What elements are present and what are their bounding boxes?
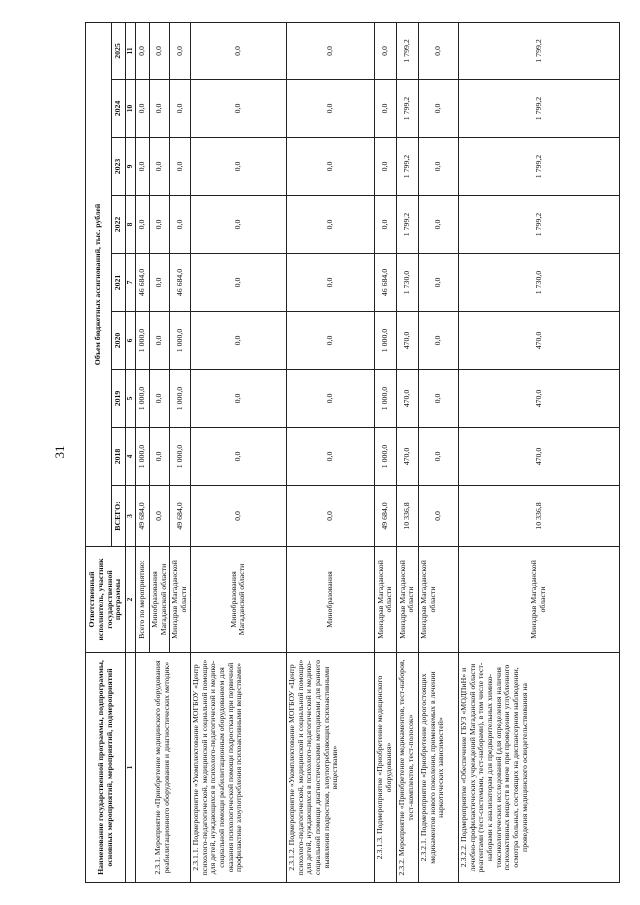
cell-value: 0,0 — [286, 312, 374, 370]
cell-value: 0,0 — [418, 196, 458, 254]
row-executor: Минздрав Магаданской области — [458, 547, 619, 653]
cell-total: 0,0 — [190, 486, 286, 547]
cell-value: 1 799,2 — [458, 196, 619, 254]
cell-value: 1 000,0 — [170, 428, 190, 486]
cell-value: 1 000,0 — [170, 312, 190, 370]
cell-value: 1 000,0 — [136, 370, 150, 428]
rotated-table-wrapper — [85, 23, 620, 883]
cell-value: 1 730,0 — [458, 254, 619, 312]
col-index: 10 — [126, 80, 136, 138]
cell-value: 0,0 — [374, 196, 396, 254]
cell-value: 470,0 — [458, 312, 619, 370]
cell-value: 0,0 — [190, 138, 286, 196]
cell-value: 0,0 — [170, 22, 190, 79]
cell-value: 0,0 — [150, 428, 170, 486]
row-name: 2.3.1.1. Подмероприятие «Укомплектование МОГБОУ «Центр психолого-педагогической, медицинской и социальной помощи» для детей, нуждающихся в психолого-педагогической и медико-социальной помощи реабилитационным оборудованием для оказания психологической помощи подросткам при первичной профилактике злоупотребления психоактивными веществами» — [190, 653, 286, 883]
cell-value: 0,0 — [150, 370, 170, 428]
header-total: ВСЕГО: — [112, 486, 126, 547]
cell-total: 49 684,0 — [374, 486, 396, 547]
row-executor: Минобразования Магаданской области — [150, 547, 170, 653]
col-index: 1 — [126, 653, 136, 883]
cell-total: 49 684,0 — [136, 486, 150, 547]
cell-value: 0,0 — [418, 80, 458, 138]
cell-value: 0,0 — [136, 196, 150, 254]
cell-value: 470,0 — [458, 428, 619, 486]
cell-value: 0,0 — [190, 80, 286, 138]
cell-value: 1 000,0 — [374, 370, 396, 428]
table-row — [286, 22, 374, 882]
column-index-row — [126, 22, 136, 882]
cell-value: 0,0 — [418, 254, 458, 312]
cell-value: 0,0 — [190, 22, 286, 79]
row-name: 2.3.1. Мероприятие «Приобретение медицинского оборудования реабилитационного оборудования и диагностических методик» — [136, 653, 191, 883]
cell-value: 46 684,0 — [374, 254, 396, 312]
header-executor: Ответственный исполнитель, участник государственной программы — [86, 547, 126, 653]
cell-value: 0,0 — [418, 370, 458, 428]
col-index: 6 — [126, 312, 136, 370]
col-index: 9 — [126, 138, 136, 196]
cell-value: 1 799,2 — [396, 22, 418, 79]
cell-value: 470,0 — [458, 370, 619, 428]
cell-total: 0,0 — [286, 486, 374, 547]
cell-value: 1 000,0 — [374, 312, 396, 370]
cell-value: 470,0 — [396, 428, 418, 486]
cell-value: 470,0 — [396, 370, 418, 428]
row-executor: Минздрав Магаданской области — [396, 547, 418, 653]
cell-total: 49 684,0 — [170, 486, 190, 547]
col-index: 3 — [126, 486, 136, 547]
header-year: 2019 — [112, 370, 126, 428]
table-row — [190, 22, 286, 882]
cell-value: 0,0 — [190, 196, 286, 254]
cell-value: 0,0 — [286, 22, 374, 79]
cell-value: 0,0 — [286, 254, 374, 312]
cell-value: 1 000,0 — [374, 428, 396, 486]
header-year: 2021 — [112, 254, 126, 312]
cell-value: 1 799,2 — [458, 80, 619, 138]
cell-value: 1 799,2 — [458, 22, 619, 79]
cell-value: 0,0 — [170, 138, 190, 196]
cell-value: 1 000,0 — [136, 428, 150, 486]
cell-value: 0,0 — [150, 138, 170, 196]
cell-total: 0,0 — [418, 486, 458, 547]
col-index: 7 — [126, 254, 136, 312]
cell-value: 0,0 — [150, 254, 170, 312]
cell-value: 0,0 — [418, 312, 458, 370]
row-executor: Минздрав Магаданской области — [374, 547, 396, 653]
row-executor: Минздрав Магаданской области — [170, 547, 190, 653]
row-name: 2.3.1.3. Подмероприятие «Приобретение медицинского оборудования» — [374, 653, 396, 883]
cell-value: 1 799,2 — [396, 138, 418, 196]
header-name: Наименование государственной программы, подпрограммы, основных мероприятий, мероприятий, подмероприятий — [86, 653, 126, 883]
budget-table — [85, 22, 620, 883]
cell-value: 0,0 — [286, 80, 374, 138]
cell-value: 0,0 — [170, 80, 190, 138]
table-row — [136, 22, 150, 882]
page-number: 31 — [52, 445, 67, 459]
row-executor: Минобразования Магаданской области — [190, 547, 286, 653]
cell-value: 0,0 — [190, 428, 286, 486]
cell-value: 0,0 — [190, 370, 286, 428]
cell-value: 470,0 — [396, 312, 418, 370]
table-row — [374, 22, 396, 882]
cell-total: 0,0 — [150, 486, 170, 547]
row-name: 2.3.2. Мероприятие «Приобретение медикаментов, тест-наборов, тест-комплектов, тест-полосок» — [396, 653, 418, 883]
cell-value: 0,0 — [136, 22, 150, 79]
cell-value: 0,0 — [136, 138, 150, 196]
col-index: 4 — [126, 428, 136, 486]
cell-value: 0,0 — [286, 370, 374, 428]
col-index: 8 — [126, 196, 136, 254]
header-budget-group: Объем бюджетных ассигнований, тыс. рублей — [86, 22, 112, 546]
cell-value: 1 799,2 — [396, 80, 418, 138]
cell-value: 0,0 — [150, 312, 170, 370]
header-year: 2018 — [112, 428, 126, 486]
cell-value: 0,0 — [150, 196, 170, 254]
cell-value: 0,0 — [286, 196, 374, 254]
cell-value: 0,0 — [418, 22, 458, 79]
table-row — [458, 22, 619, 882]
cell-value: 0,0 — [136, 80, 150, 138]
cell-value: 0,0 — [170, 196, 190, 254]
cell-value: 0,0 — [418, 428, 458, 486]
row-executor: Всего по мероприятию: — [136, 547, 150, 653]
cell-value: 0,0 — [418, 138, 458, 196]
cell-total: 10 336,8 — [458, 486, 619, 547]
header-year: 2023 — [112, 138, 126, 196]
cell-value: 1 730,0 — [396, 254, 418, 312]
table-row — [396, 22, 418, 882]
col-index: 5 — [126, 370, 136, 428]
cell-value: 0,0 — [374, 138, 396, 196]
cell-value: 1 000,0 — [170, 370, 190, 428]
col-index: 2 — [126, 547, 136, 653]
header-year: 2020 — [112, 312, 126, 370]
cell-value: 0,0 — [190, 312, 286, 370]
header-year: 2025 — [112, 22, 126, 79]
row-name: 2.3.2.2. Подмероприятие «Обеспечение ГБУЗ «МОДПиН» и лечебно-профилактических учреждений Магаданской области реагентами (тест-системами, тест-наборами), в том числе тест-наборами к анализаторам для предварительных химико-токсикологических исследований (для определения наличия психоактивных веществ в моче при проведении углубленного осмотра больных, состоящих на диспансерном наблюдении, проведения медицинского освидетельствования на — [458, 653, 619, 883]
cell-value: 46 684,0 — [136, 254, 150, 312]
header-year: 2024 — [112, 80, 126, 138]
row-executor: Минобразования — [286, 547, 374, 653]
cell-value: 46 684,0 — [170, 254, 190, 312]
table-row — [418, 22, 458, 882]
cell-total: 10 336,8 — [396, 486, 418, 547]
cell-value: 1 799,2 — [458, 138, 619, 196]
cell-value: 0,0 — [190, 254, 286, 312]
cell-value: 0,0 — [286, 138, 374, 196]
cell-value: 0,0 — [374, 80, 396, 138]
cell-value: 0,0 — [286, 428, 374, 486]
row-name: 2.3.2.1. Подмероприятие «Приобретение дорогостоящих медикаментов нового поколения, применяемых в лечении наркотических зависимостей» — [418, 653, 458, 883]
header-year: 2022 — [112, 196, 126, 254]
cell-value: 1 799,2 — [396, 196, 418, 254]
cell-value: 0,0 — [374, 22, 396, 79]
col-index: 11 — [126, 22, 136, 79]
row-name: 2.3.1.2. Подмероприятие «Укомплектование МОГБОУ «Центр психолого-педагогической, медицинской и социальной помощи» для детей, нуждающихся в психолого-педагогической и медико-социальной помощи диагностическими методиками для раннего выявления подростков, злоупотребляющих психоактивными веществами» — [286, 653, 374, 883]
cell-value: 1 000,0 — [136, 312, 150, 370]
cell-value: 0,0 — [150, 22, 170, 79]
row-executor: Минздрав Магаданской области — [418, 547, 458, 653]
cell-value: 0,0 — [150, 80, 170, 138]
